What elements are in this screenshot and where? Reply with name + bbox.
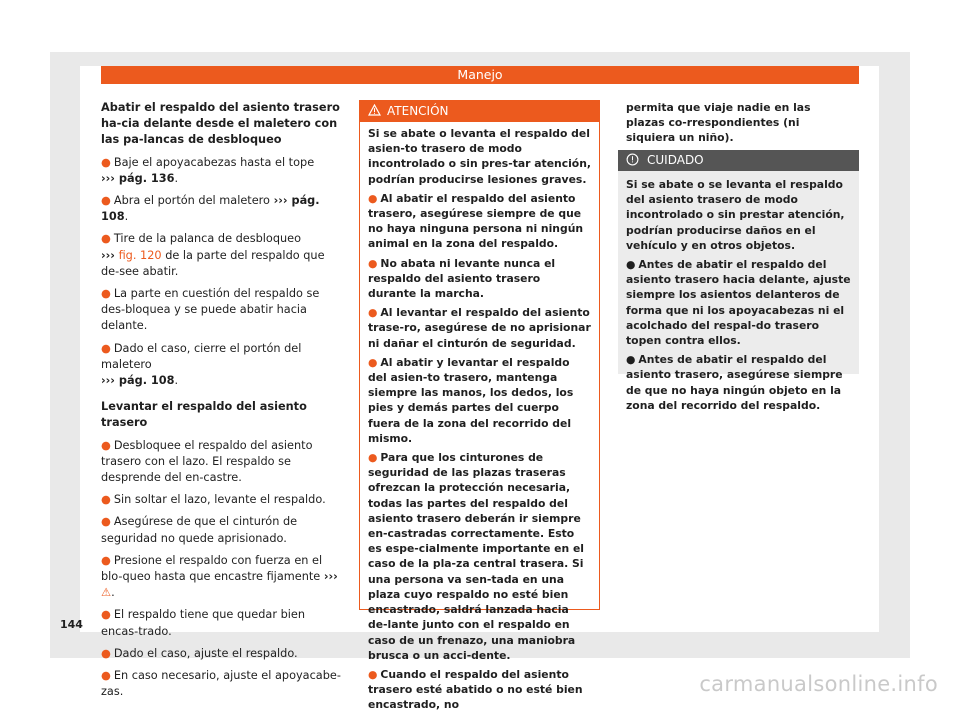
- bullet-icon: ●: [101, 493, 111, 507]
- bullet-icon: ●: [368, 191, 378, 205]
- column-right: [618, 100, 859, 152]
- caution-body: [618, 171, 859, 413]
- warning-box: [359, 100, 600, 712]
- bullet-icon: ●: [626, 258, 636, 272]
- reference-arrows: ›››: [101, 248, 115, 262]
- bullet-icon: ●: [101, 438, 111, 452]
- caution-header: [618, 150, 859, 171]
- step-item: ● En caso necesario, ajuste el apoyacabe-zas.: [101, 669, 341, 699]
- bullet-icon: ●: [101, 608, 111, 622]
- section-header: Manejo: [101, 66, 859, 84]
- step-item: ● Presione el respaldo con fuerza en el blo-queo hasta que encastre fijamente ››› ⚠.: [101, 553, 338, 600]
- heading-levantar: Levantar el respaldo del asiento trasero: [101, 400, 307, 430]
- bullet-icon: ●: [101, 341, 111, 355]
- step-item: ● Dado el caso, ajuste el respaldo.: [101, 646, 298, 660]
- warning-item: ● No abata ni levante nunca el respaldo del asiento trasero durante la marcha.: [368, 256, 556, 301]
- step-item: ● Sin soltar el lazo, levante el respaldo.: [101, 493, 326, 507]
- page-reference-link[interactable]: ››› pág. 108: [101, 374, 175, 388]
- bullet-icon: ●: [101, 669, 111, 683]
- caution-item: ● Antes de abatir el respaldo del asiento trasero, asegúrese siempre de que no haya ningún objeto en la zona del recorrido del respaldo.: [626, 353, 843, 412]
- warning-triangle-icon: ⚠: [101, 586, 112, 600]
- step-item: ● Baje el apoyacabezas hasta el tope ››› pág. 136.: [101, 155, 315, 185]
- warning-item: ● Al abatir el respaldo del asiento trasero, asegúrese siempre de que no haya ninguna persona ni ningún animal en la zona del respaldo.: [368, 191, 584, 251]
- warning-title: ATENCIÓN: [387, 104, 449, 118]
- warning-item: ● Al abatir y levantar el respaldo del asien-to trasero, mantenga siempre las manos, los dedos, los pies y demás partes del cuerpo fuera de la zona del recorrido del mismo.: [368, 355, 574, 445]
- warning-item: ● Al levantar el respaldo del asiento trase-ro, asegúrese de no aprisionar ni dañar el cinturón de seguridad.: [368, 306, 591, 350]
- step-item: ● Abra el portón del maletero ››› pág. 108.: [101, 194, 320, 224]
- bullet-icon: ●: [101, 553, 111, 567]
- bullet-icon: ●: [101, 232, 111, 246]
- warning-continuation: permita que viaje nadie en las plazas co-rrespondientes (ni siquiera un niño).: [626, 101, 811, 145]
- bullet-icon: ●: [368, 667, 378, 681]
- warning-header: [360, 101, 599, 122]
- bullet-icon: ●: [101, 646, 111, 660]
- bullet-icon: ●: [368, 306, 378, 320]
- step-item: ● El respaldo tiene que quedar bien encas-trado.: [101, 608, 305, 638]
- heading-abatir: Abatir el respaldo del asiento trasero ha-cia delante desde el maletero con las pa-lancas de desbloqueo: [101, 101, 340, 147]
- page-reference-link[interactable]: ››› pág. 136: [101, 171, 175, 185]
- bullet-icon: ●: [368, 451, 378, 465]
- step-item: ● La parte en cuestión del respaldo se des-bloquea y se puede abatir hacia delante.: [101, 287, 320, 333]
- warning-triangle-icon: [368, 104, 381, 116]
- step-item: ● Tire de la palanca de desbloqueo ››› fig. 120 de la parte del respaldo que de-see abatir.: [101, 232, 325, 278]
- bullet-icon: ●: [101, 194, 111, 208]
- caution-item: ● Antes de abatir el respaldo del asiento trasero hacia delante, ajuste siempre los asientos delanteros de forma que ni los apoyacabezas ni el acolchado del respal-do trasero topen contra ellos.: [626, 258, 851, 348]
- bullet-icon: ●: [368, 355, 378, 369]
- bullet-icon: ●: [101, 155, 111, 169]
- page-reference-link[interactable]: ››› pág. 108: [101, 194, 320, 224]
- column-left: [101, 100, 341, 707]
- bullet-icon: ●: [101, 515, 111, 529]
- bullet-icon: ●: [368, 256, 378, 270]
- caution-title: CUIDADO: [647, 153, 704, 167]
- warning-body: [360, 122, 599, 713]
- site-watermark: carmanualsonline.info: [699, 672, 938, 696]
- info-circle-icon: [626, 153, 639, 166]
- figure-reference-link[interactable]: fig. 120: [118, 248, 162, 262]
- step-item: ● Asegúrese de que el cinturón de seguridad no quede aprisionado.: [101, 515, 298, 545]
- warning-item: ● Cuando el respaldo del asiento trasero esté abatido o no esté bien encastrado, no: [368, 667, 583, 712]
- page-number: 144: [60, 618, 83, 631]
- bullet-icon: ●: [626, 353, 636, 367]
- warning-intro: Si se abate o levanta el respaldo del asien-to trasero de modo incontrolado o sin pres-tar atención, podrían producirse lesiones graves.: [368, 127, 592, 186]
- step-item: ● Desbloquee el respaldo del asiento trasero con el lazo. El respaldo se desprende del en-castre.: [101, 438, 313, 485]
- bullet-icon: ●: [101, 287, 111, 301]
- step-item: ● Dado el caso, cierre el portón del maletero ››› pág. 108.: [101, 341, 302, 388]
- warning-reference-link[interactable]: ›››: [323, 570, 338, 584]
- caution-box: [618, 150, 859, 412]
- caution-intro: Si se abate o se levanta el respaldo del asiento trasero de modo incontrolado o sin prestar atención, podrían producirse daños en el vehículo y en otros objetos.: [626, 178, 845, 252]
- warning-item: ● Para que los cinturones de seguridad de las plazas traseras ofrezcan la protección necesaria, todas las partes del respaldo del asiento trasero deberán ir siempre en-castradas correctamente. Esto es espe-cialmente importante en el caso de la pla-za central trasera. Si una persona va sen-tada en una plaza cuyo respaldo no esté bien encastrado, saldrá lanzada hacia de-lante junto con el respaldo en caso de un frenazo, una maniobra brusca o un acci-dente.: [368, 451, 584, 662]
